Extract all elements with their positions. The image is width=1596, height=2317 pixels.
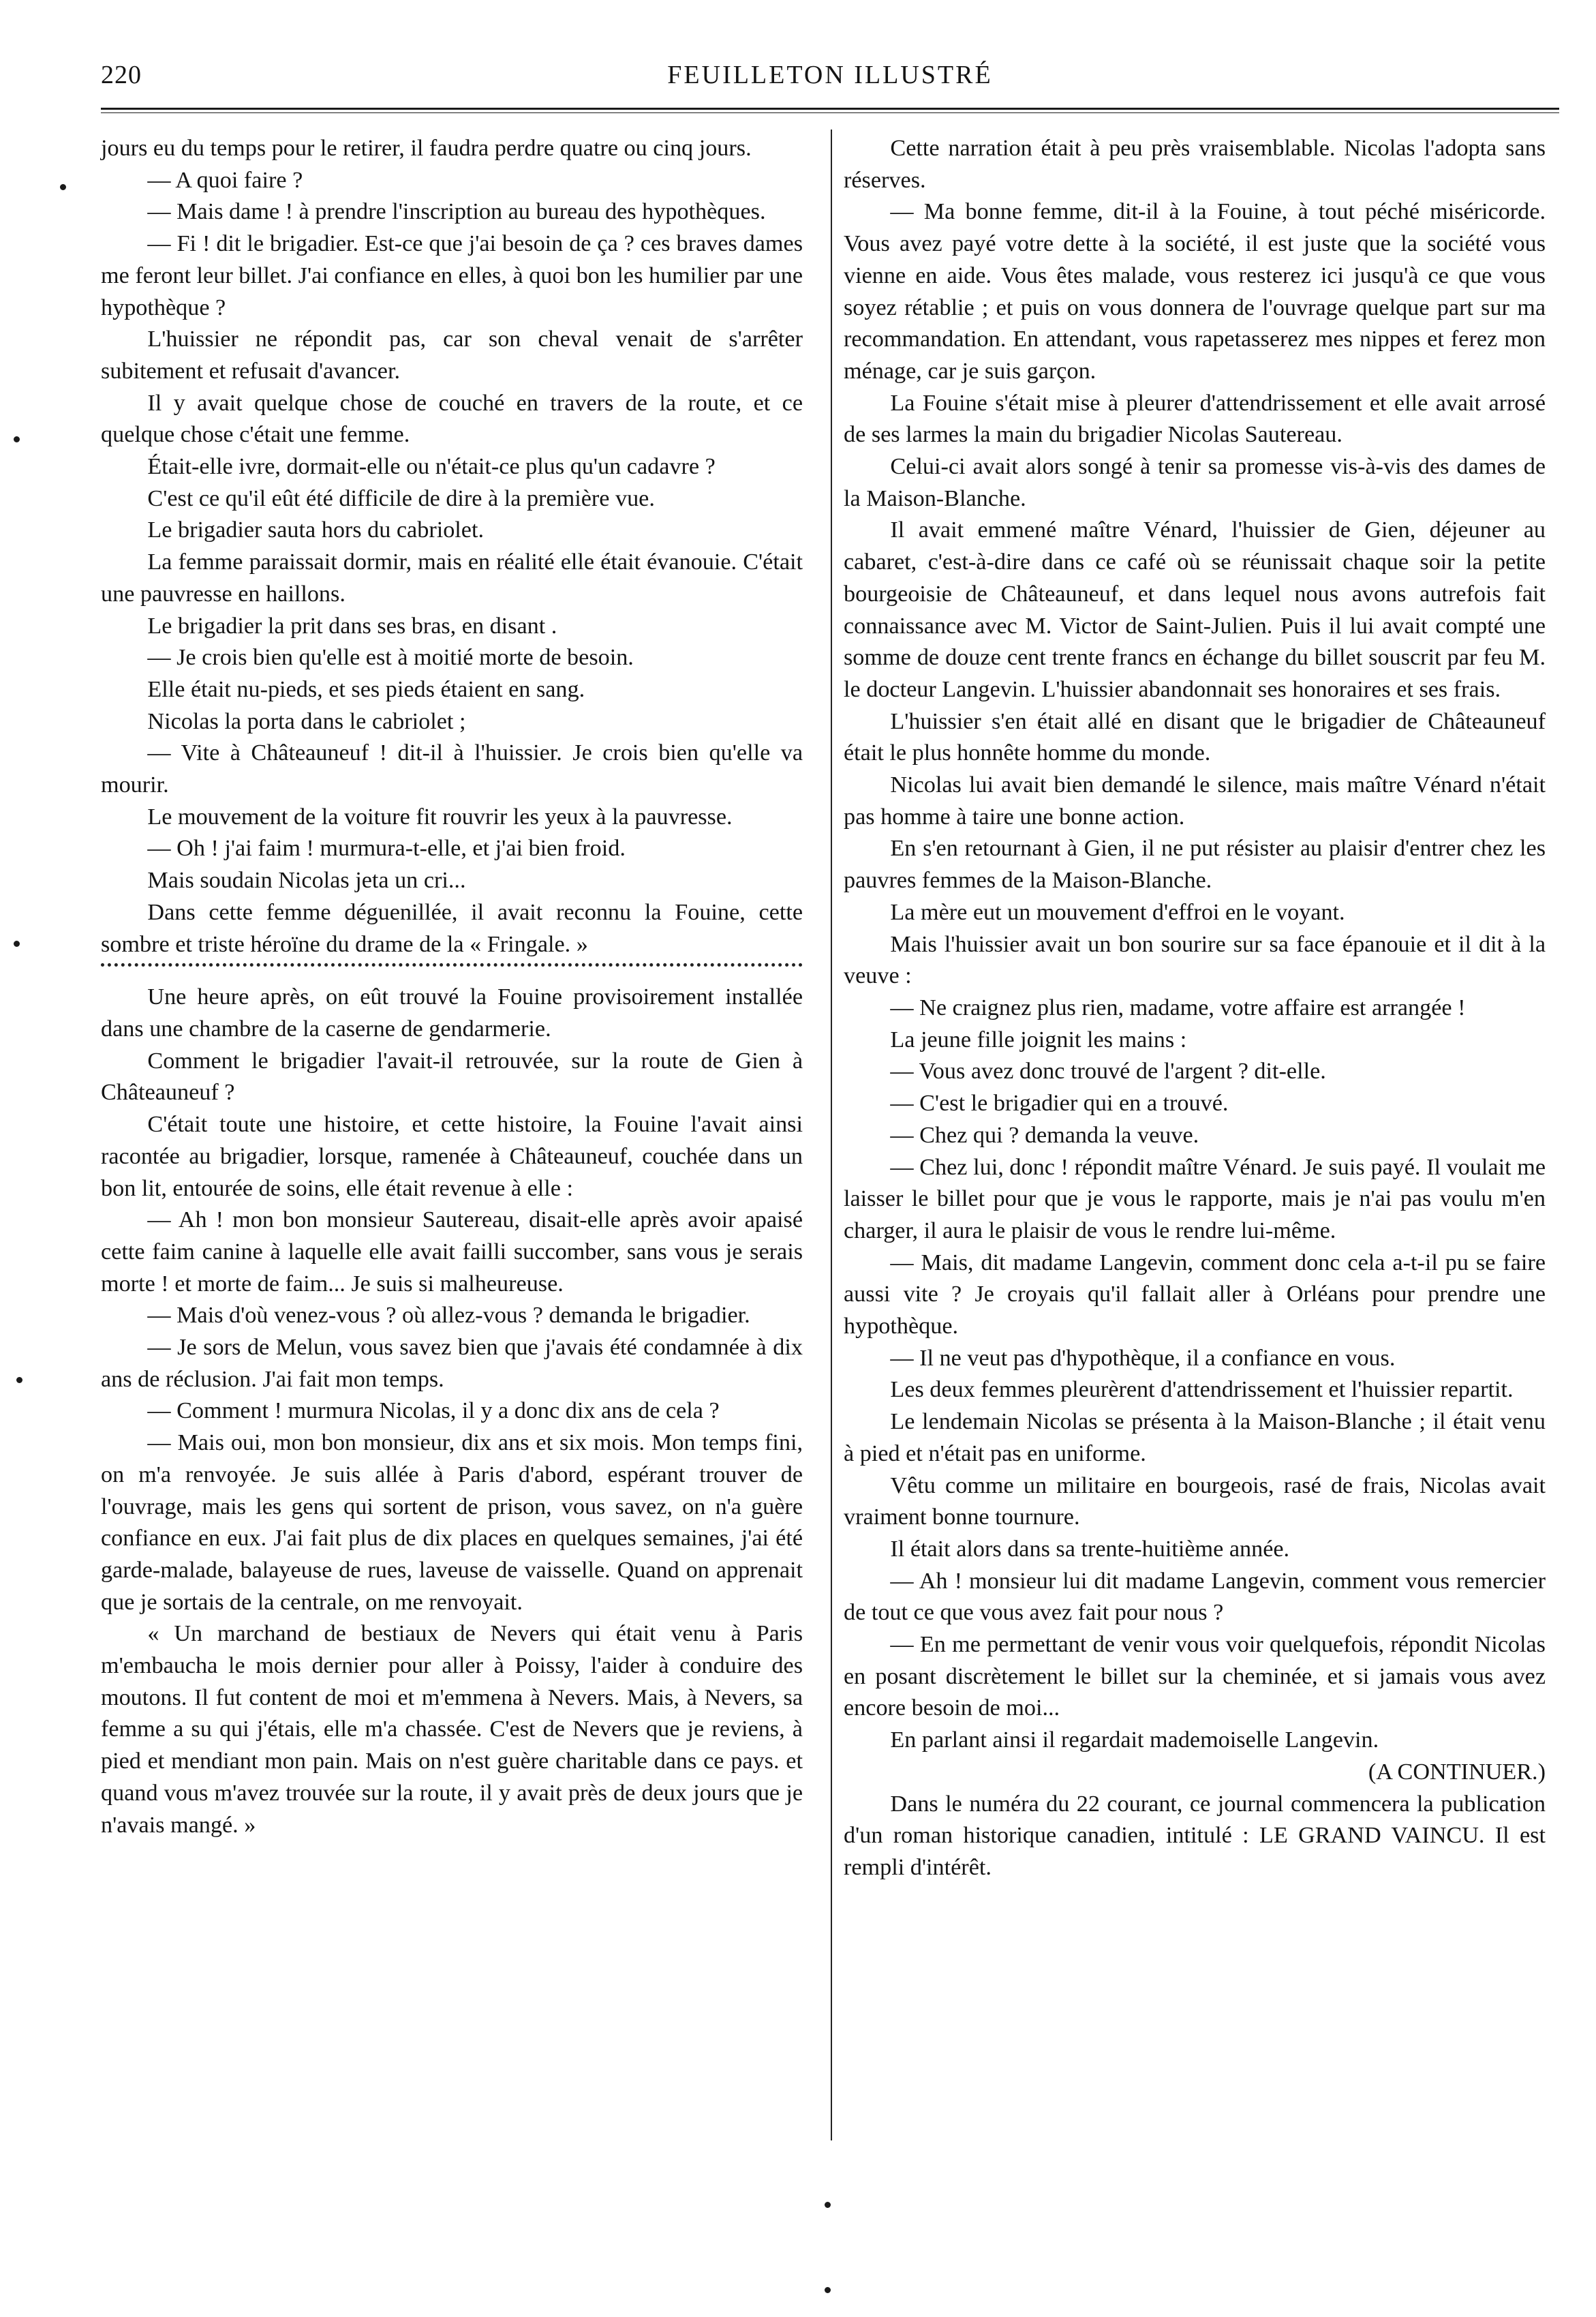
- paragraph: — Ma bonne femme, dit-il à la Fouine, à tout péché miséricorde. Vous avez payé votre dette à la société, il est juste que la société vous vienne en aide. Vous êtes malade, vous resterez ici jusqu'à ce que vous soyez rétablie ; et puis on vous donnera de l'ouvrage quelque part sur ma recommandation. En attendant, vous rapetasserez mes nippes et ferez mon ménage, car je suis garçon.: [844, 199, 1546, 384]
- paragraph: « Un marchand de bestiaux de Nevers qui était venu à Paris m'embaucha le mois dernier pour aller à Poissy, l'aider à conduire des moutons. Il fut content de moi et m'emmena à Nevers. Mais, à Nevers, sa femme a su qui j'étais, elle m'a chassée. C'est de Nevers que je reviens, à pied et mendiant mon pain. Mais on n'est guère charitable dans ce pays. et quand vous m'avez trouvée sur la route, il y avait près de deux jours que je n'avais mangé. »: [101, 1621, 803, 1838]
- paragraph: La Fouine s'était mise à pleurer d'attendrissement et elle avait arrosé de ses larmes la main du brigadier Nicolas Sautereau.: [844, 390, 1546, 448]
- page-number: 220: [101, 61, 142, 89]
- paragraph: C'est ce qu'il eût été difficile de dire à la première vue.: [147, 485, 655, 511]
- paragraph: — En me permettant de venir vous voir quelquefois, répondit Nicolas en posant discrètement le billet sur la cheminée, et si jamais vous avez encore besoin de moi...: [844, 1632, 1546, 1721]
- running-title: FEUILLETON ILLUSTRÉ: [667, 61, 993, 89]
- paragraph: Le brigadier sauta hors du cabriolet.: [147, 517, 485, 543]
- paragraph: Cette narration était à peu près vraisemblable. Nicolas l'adopta sans réserves.: [844, 136, 1546, 193]
- paragraph: C'était toute une histoire, et cette histoire, la Fouine l'avait ainsi racontée au brigadier, lorsque, ramenée à Châteauneuf, couchée dans un bon lit, entourée de soins, elle était revenue à elle :: [101, 1112, 803, 1201]
- paragraph: Était-elle ivre, dormait-elle ou n'était-ce plus qu'un cadavre ?: [147, 454, 716, 480]
- paragraph: — Mais d'où venez-vous ? où allez-vous ? demanda le brigadier.: [147, 1303, 750, 1329]
- announcement: Dans le numéra du 22 courant, ce journal commencera la publication d'un roman historique canadien, intitulé : LE GRAND VAINCU. Il est rempli d'intérêt.: [844, 1791, 1546, 1880]
- paragraph: — A quoi faire ?: [147, 167, 303, 193]
- to-be-continued: (A CONTINUER.): [1368, 1759, 1546, 1785]
- paragraph: — Chez lui, donc ! répondit maître Vénard. Je suis payé. Il voulait me laisser le billet pour que je vous le rapporte, mais je n'ai pas voulu m'en charger, il aura le plaisir de vous le rendre lui-même.: [844, 1154, 1546, 1243]
- paragraph: Elle était nu-pieds, et ses pieds étaient en sang.: [147, 676, 585, 702]
- right-column: [844, 133, 1546, 1884]
- paragraph: En parlant ainsi il regardait mademoiselle Langevin.: [890, 1727, 1379, 1753]
- paragraph: Une heure après, on eût trouvé la Fouine provisoirement installée dans une chambre de la caserne de gendarmerie.: [101, 984, 803, 1042]
- paragraph: — Comment ! murmura Nicolas, il y a donc dix ans de cela ?: [147, 1398, 720, 1424]
- paragraph: La jeune fille joignit les mains :: [890, 1027, 1187, 1053]
- paragraph: La mère eut un mouvement d'effroi en le voyant.: [890, 899, 1345, 925]
- print-speck: [14, 941, 20, 947]
- paragraph: Le lendemain Nicolas se présenta à la Maison-Blanche ; il était venu à pied et n'était pas en uniforme.: [844, 1409, 1546, 1466]
- paragraph: — Vite à Châteauneuf ! dit-il à l'huissier. Je crois bien qu'elle va mourir.: [101, 740, 803, 798]
- paragraph: — Fi ! dit le brigadier. Est-ce que j'ai besoin de ça ? ces braves dames me feront leur billet. J'ai confiance en elles, à quoi bon les humilier par une hypothèque ?: [101, 231, 803, 320]
- paragraph: — Ah ! monsieur lui dit madame Langevin, comment vous remercier de tout ce que vous avez fait pour nous ?: [844, 1568, 1546, 1626]
- paragraph: La femme paraissait dormir, mais en réalité elle était évanouie. C'était une pauvresse en haillons.: [101, 549, 803, 607]
- paragraph: — Oh ! j'ai faim ! murmura-t-elle, et j'ai bien froid.: [147, 836, 626, 862]
- paragraph: Dans cette femme déguenillée, il avait reconnu la Fouine, cette sombre et triste héroïne du drame de la « Fringale. »: [101, 899, 803, 957]
- paragraph: Celui-ci avait alors songé à tenir sa promesse vis-à-vis des dames de la Maison-Blanche.: [844, 454, 1546, 511]
- paragraph: En s'en retournant à Gien, il ne put résister au plaisir d'entrer chez les pauvres femmes de la Maison-Blanche.: [844, 836, 1546, 894]
- print-speck: [825, 2202, 831, 2208]
- paragraph: — Mais oui, mon bon monsieur, dix ans et six mois. Mon temps fini, on m'a renvoyée. Je suis allée à Paris d'abord, espérant trouver de l'ouvrage, mais les gens qui sortent de prison, vous savez, on n'a guère confiance en eux. J'ai fait plus de dix places en quelques semaines, j'ai été garde-malade, balayeuse de rues, laveuse de vaisselle. Quand on apprenait que je sortais de la centrale, on me renvoyait.: [101, 1430, 803, 1615]
- paragraph: Comment le brigadier l'avait-il retrouvée, sur la route de Gien à Châteauneuf ?: [101, 1048, 803, 1106]
- column-divider: [831, 130, 832, 2140]
- paragraph: jours eu du temps pour le retirer, il faudra perdre quatre ou cinq jours.: [101, 136, 752, 161]
- paragraph: — Je sors de Melun, vous savez bien que j'avais été condamnée à dix ans de réclusion. J'ai fait mon temps.: [101, 1335, 803, 1392]
- left-column: [101, 133, 803, 1841]
- paragraph: — Mais, dit madame Langevin, comment donc cela a-t-il pu se faire aussi vite ? Je croyais qu'il fallait aller à Orléans pour prendre une hypothèque.: [844, 1250, 1546, 1339]
- header-rule: [101, 108, 1559, 113]
- paragraph: — Mais dame ! à prendre l'inscription au bureau des hypothèques.: [147, 199, 766, 225]
- paragraph: Nicolas lui avait bien demandé le silence, mais maître Vénard n'était pas homme à taire une bonne action.: [844, 772, 1546, 830]
- paragraph: L'huissier s'en était allé en disant que le brigadier de Châteauneuf était le plus honnête homme du monde.: [844, 708, 1546, 766]
- page-header: [101, 55, 1559, 95]
- paragraph: Mais soudain Nicolas jeta un cri...: [147, 868, 466, 894]
- paragraph: — C'est le brigadier qui en a trouvé.: [890, 1091, 1229, 1117]
- paragraph: — Ne craignez plus rien, madame, votre affaire est arrangée !: [890, 995, 1466, 1020]
- paragraph: L'huissier ne répondit pas, car son cheval venait de s'arrêter subitement et refusait d'avancer.: [101, 327, 803, 384]
- paragraph: — Ah ! mon bon monsieur Sautereau, disait-elle après avoir apaisé cette faim canine à laquelle elle avait failli succomber, sans vous je serais morte ! et morte de faim... Je suis si malheureuse.: [101, 1207, 803, 1297]
- paragraph: — Je crois bien qu'elle est à moitié morte de besoin.: [147, 645, 634, 671]
- paragraph: Il avait emmené maître Vénard, l'huissier de Gien, déjeuner au cabaret, c'est-à-dire dans ce café où se réunissait chaque soir la petite bourgeoisie de Châteauneuf, et dans lequel nous avons autrefois fait connaissance avec M. Victor de Saint-Julien. Puis il lui avait compté une somme de douze cent trente francs en échange du billet souscrit par feu M. le docteur Langevin. L'huissier abandonnait ses honoraires et ses frais.: [844, 517, 1546, 702]
- paragraph: Nicolas la porta dans le cabriolet ;: [147, 708, 466, 734]
- paragraph: Il y avait quelque chose de couché en travers de la route, et ce quelque chose c'était une femme.: [101, 390, 803, 448]
- paragraph: — Il ne veut pas d'hypothèque, il a confiance en vous.: [890, 1345, 1396, 1371]
- paragraph: Les deux femmes pleurèrent d'attendrissement et l'huissier repartit.: [890, 1377, 1514, 1403]
- print-speck: [825, 2287, 831, 2293]
- paragraph: Le mouvement de la voiture fit rouvrir les yeux à la pauvresse.: [147, 804, 733, 830]
- section-separator: [101, 963, 803, 976]
- paragraph: — Vous avez donc trouvé de l'argent ? dit-elle.: [890, 1059, 1326, 1085]
- paragraph: Vêtu comme un militaire en bourgeois, rasé de frais, Nicolas avait vraiment bonne tournure.: [844, 1472, 1546, 1530]
- paragraph: Le brigadier la prit dans ses bras, en disant .: [147, 613, 557, 639]
- print-speck: [14, 436, 20, 442]
- paragraph: — Chez qui ? demanda la veuve.: [890, 1122, 1199, 1148]
- paragraph: Il était alors dans sa trente-huitième année.: [890, 1536, 1290, 1562]
- print-speck: [60, 184, 66, 190]
- paragraph: Mais l'huissier avait un bon sourire sur sa face épanouie et il dit à la veuve :: [844, 931, 1546, 989]
- print-speck: [16, 1377, 22, 1383]
